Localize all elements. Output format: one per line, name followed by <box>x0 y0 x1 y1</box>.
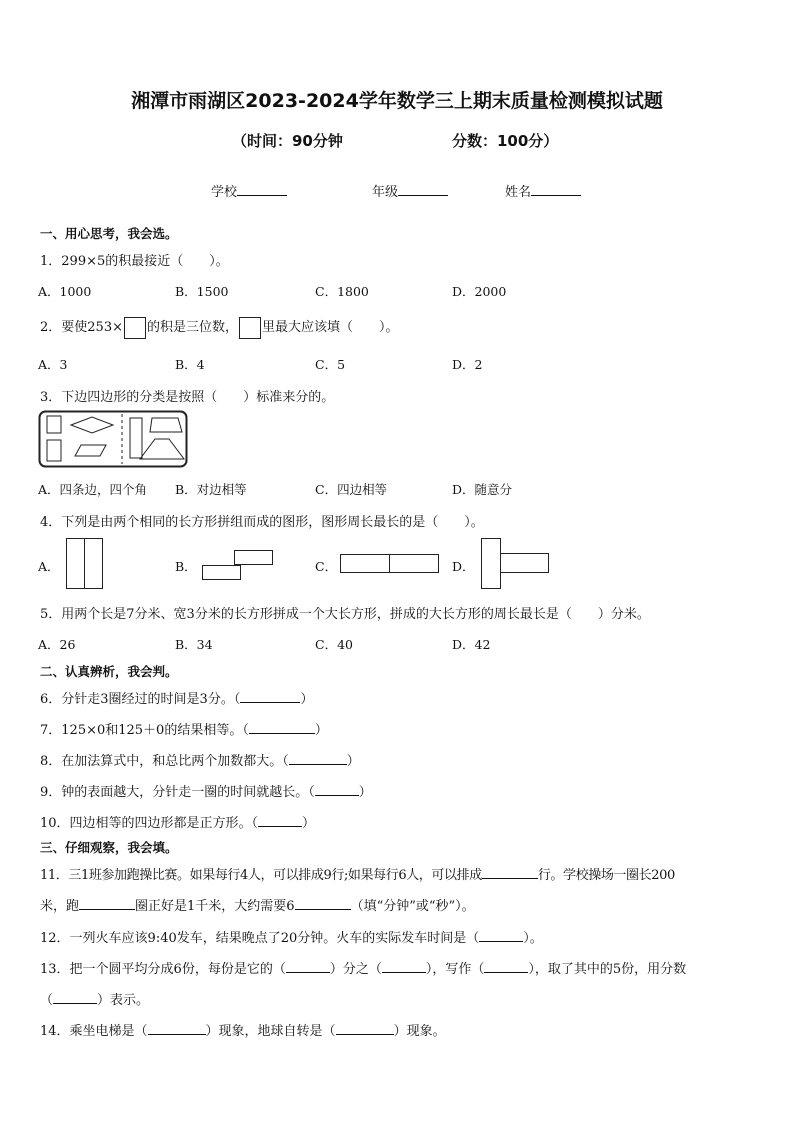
q10-answer-blank[interactable] <box>258 813 302 827</box>
q12-text: 12．一列火车应该9:40发车，结果晚点了20分钟。火车的实际发车时间是（ <box>40 931 480 946</box>
q6-answer-blank[interactable] <box>240 689 300 703</box>
q11-text-e: （填“分钟”或“秒”）。 <box>350 899 475 914</box>
q3-option-d[interactable]: D．随意分 <box>452 482 513 497</box>
q9-text: 9．钟的表面越大，分针走一圈的时间就越长。（ <box>40 785 315 800</box>
q11-text-b: 行。学校操场一圈长200 <box>537 868 675 883</box>
q2-box-1 <box>124 317 146 339</box>
q13-blank-4[interactable] <box>53 990 97 1004</box>
q13-blank-2[interactable] <box>382 959 426 973</box>
q8-answer-blank[interactable] <box>289 751 347 765</box>
q6-close: ） <box>300 692 314 707</box>
q3-option-b[interactable]: B．对边相等 <box>175 482 247 497</box>
time-info: （时间：90分钟 <box>232 132 343 150</box>
q1-option-d[interactable]: D．2000 <box>452 284 507 299</box>
q11-text-a: 11．三1班参加跑操比赛。如果每行4人，可以排成9行;如果每行6人，可以排成 <box>40 868 482 883</box>
question-14 <box>40 1020 446 1039</box>
q4-figure-b <box>200 548 276 584</box>
q2-option-c[interactable]: C．5 <box>315 357 346 372</box>
q1-option-c[interactable]: C．1800 <box>315 284 369 299</box>
score-info: 分数：100分） <box>452 132 559 150</box>
page-title: 湘潭市雨湖区2023-2024学年数学三上期末质量检测模拟试题 <box>131 90 663 112</box>
q12-answer-blank[interactable] <box>479 928 523 942</box>
q7-text: 7．125×0和125＋0的结果相等。（ <box>40 723 249 738</box>
q9-answer-blank[interactable] <box>315 782 359 796</box>
q10-close: ） <box>302 816 316 831</box>
q5-option-d[interactable]: D．42 <box>452 637 491 652</box>
q11-text-c: 米，跑 <box>40 899 80 914</box>
q14-blank-1[interactable] <box>148 1021 206 1035</box>
q11-blank-3[interactable] <box>295 896 351 910</box>
q4-figure-c <box>338 552 442 576</box>
q2-option-a[interactable]: A．3 <box>38 357 68 372</box>
question-4: 4．下列是由两个相同的长方形拼组而成的图形，图形周长最长的是（ ）。 <box>40 515 484 530</box>
question-10 <box>40 812 315 831</box>
q11-text-d: 圈正好是1千米，大约需要6 <box>135 899 295 914</box>
q13-text-c: ），写作（ <box>425 962 485 977</box>
q14-text-c: ）现象。 <box>393 1024 446 1039</box>
school-field <box>211 181 287 200</box>
q14-blank-2[interactable] <box>336 1021 394 1035</box>
q4-option-b[interactable]: B． <box>175 559 197 574</box>
q2-text-c: 里最大应该填（ ）。 <box>262 320 399 335</box>
section-2-heading: 二、认真辨析，我会判。 <box>40 664 178 679</box>
q13-text-d: ），取了其中的5份，用分数 <box>528 962 687 977</box>
grade-label: 年级 <box>372 185 399 200</box>
question-9 <box>40 781 372 800</box>
q2-text-a: 2．要使253× <box>40 320 123 335</box>
name-field <box>505 181 581 200</box>
q7-close: ） <box>314 723 328 738</box>
school-blank[interactable] <box>237 182 287 196</box>
q13-blank-1[interactable] <box>286 959 330 973</box>
q14-text-a: 14．乘坐电梯是（ <box>40 1024 148 1039</box>
q7-answer-blank[interactable] <box>249 720 315 734</box>
q4-figure-d <box>479 536 553 592</box>
question-13-line-1 <box>40 958 686 977</box>
q11-blank-2[interactable] <box>79 896 135 910</box>
q13-text-a: 13．把一个圆平均分成6份，每份是它的（ <box>40 962 286 977</box>
q9-close: ） <box>358 785 372 800</box>
q5-option-b[interactable]: B．34 <box>175 637 213 652</box>
q8-text: 8．在加法算式中，和总比两个加数都大。（ <box>40 754 289 769</box>
q4-option-d[interactable]: D． <box>452 559 475 574</box>
question-11-line-1 <box>40 864 675 883</box>
question-7 <box>40 719 328 738</box>
q5-option-a[interactable]: A．26 <box>38 637 76 652</box>
school-label: 学校 <box>211 185 238 200</box>
grade-field <box>372 181 448 200</box>
question-8 <box>40 750 360 769</box>
q4-figure-a <box>65 537 105 591</box>
q6-text: 6．分针走3圈经过的时间是3分。（ <box>40 692 241 707</box>
name-label: 姓名 <box>505 185 532 200</box>
q13-text-b: ）分之（ <box>329 962 382 977</box>
q4-option-c[interactable]: C． <box>315 559 338 574</box>
q8-close: ） <box>346 754 360 769</box>
section-3-heading: 三、仔细观察，我会填。 <box>40 840 178 855</box>
name-blank[interactable] <box>531 182 581 196</box>
q13-blank-3[interactable] <box>484 959 528 973</box>
q3-option-a[interactable]: A．四条边，四个角 <box>38 482 148 497</box>
q14-text-b: ）现象，地球自转是（ <box>205 1024 336 1039</box>
q1-option-a[interactable]: A．1000 <box>38 284 92 299</box>
q2-box-2 <box>239 317 261 339</box>
q4-option-a[interactable]: A． <box>38 559 60 574</box>
quadrilateral-classification-figure <box>38 410 188 468</box>
q5-option-c[interactable]: C．40 <box>315 637 353 652</box>
q13-text-f: ）表示。 <box>97 993 150 1008</box>
q10-text: 10．四边相等的四边形都是正方形。（ <box>40 816 259 831</box>
question-5: 5．用两个长是7分米、宽3分米的长方形拼成一个大长方形，拼成的大长方形的周长最长是（ ）分米。 <box>40 607 650 622</box>
grade-blank[interactable] <box>398 182 448 196</box>
q1-option-b[interactable]: B．1500 <box>175 284 229 299</box>
q3-option-c[interactable]: C．四边相等 <box>315 482 388 497</box>
question-3: 3．下边四边形的分类是按照（ ）标准来分的。 <box>40 390 335 405</box>
question-11-line-2 <box>40 895 475 914</box>
q2-option-b[interactable]: B．4 <box>175 357 205 372</box>
question-6 <box>40 688 313 707</box>
q11-blank-1[interactable] <box>482 865 538 879</box>
question-1: 1．299×5的积最接近（ ）。 <box>40 254 229 269</box>
question-13-line-2 <box>40 989 149 1008</box>
q12-close: ）。 <box>523 931 543 946</box>
section-1-heading: 一、用心思考，我会选。 <box>40 226 178 241</box>
q2-text-b: 的积是三位数， <box>146 320 238 335</box>
q2-option-d[interactable]: D．2 <box>452 357 483 372</box>
question-2 <box>40 316 399 339</box>
q13-text-e: （ <box>40 993 54 1008</box>
question-12 <box>40 927 543 946</box>
